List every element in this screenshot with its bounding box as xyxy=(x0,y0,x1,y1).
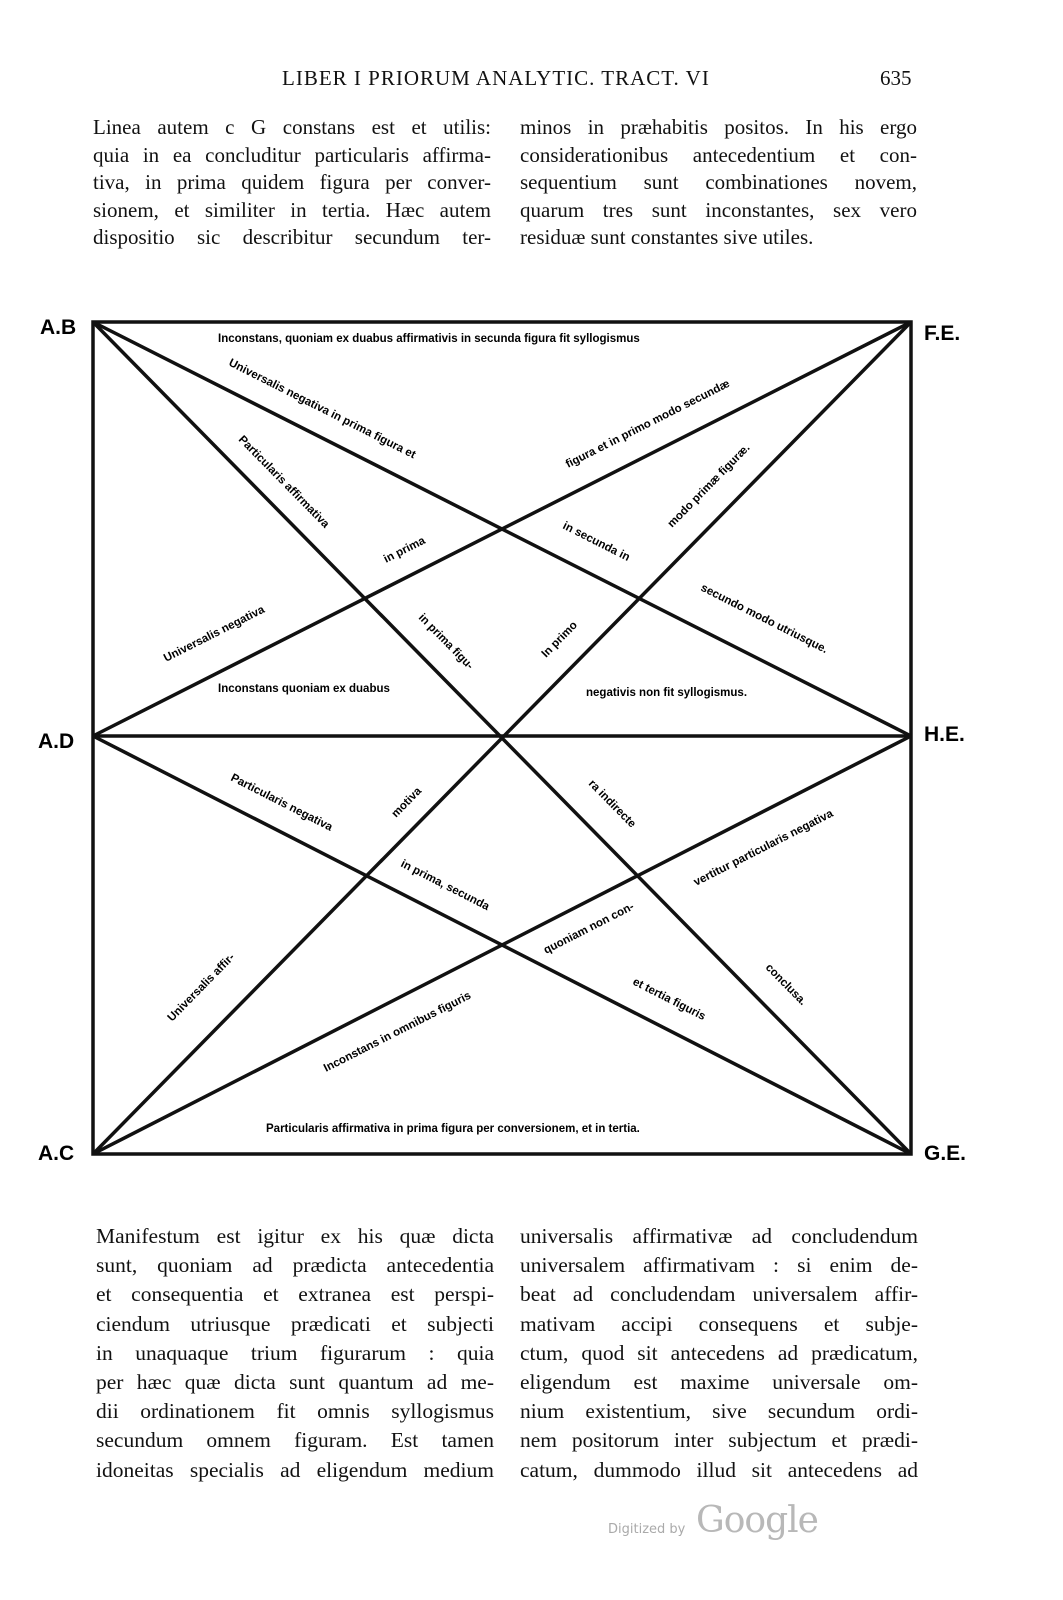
text-line: Linea autem c G constans est et utilis: xyxy=(93,115,491,139)
text-line: sunt, quoniam ad prædicta antecedentia xyxy=(96,1253,494,1278)
corner-label-ad: A.D xyxy=(38,730,75,753)
label-ad-ge-1: Particularis negativa xyxy=(228,771,335,834)
google-logo: Google xyxy=(696,1500,818,1541)
text-line: sequentium sunt combinationes novem, xyxy=(520,170,917,194)
corner-label-ab: A.B xyxy=(40,316,77,339)
text-line: beat ad concludendam universalem affir- xyxy=(520,1282,918,1307)
label-ab-ge-4: conclusa. xyxy=(762,961,809,1008)
text-line: in unaquaque trium figurarum : quia xyxy=(96,1340,494,1365)
bottom-left-column xyxy=(96,1222,494,1485)
label-ab-ge-2: in prima figu- xyxy=(415,611,476,673)
text-line: residuæ sunt constantes sive utiles. xyxy=(520,225,814,249)
corner-label-he: H.E. xyxy=(924,723,965,746)
text-line: eligendum est maxime universale om- xyxy=(520,1370,918,1395)
label-top-edge: Inconstans, quoniam ex duabus affirmativis in secunda figura fit syllogismus xyxy=(218,333,640,345)
text-line: universalem affirmativam : si enim de- xyxy=(520,1253,918,1278)
text-line: ctum, quod sit antecedens ad prædicatum, xyxy=(520,1340,918,1365)
text-line: idoneitas specialis ad eligendum medium xyxy=(96,1457,494,1482)
label-ac-he-1: Inconstans in omnibus figuris xyxy=(321,989,474,1075)
label-ab-ge-1: Particularis affirmativa xyxy=(235,433,332,531)
label-ad-ge-2: in prima, secunda xyxy=(398,857,492,914)
label-ac-fe-3: motiva xyxy=(389,785,425,821)
text-line: et consequentia et extranea est perspi- xyxy=(96,1282,494,1307)
text-line: minos in præhabitis positos. In his ergo xyxy=(520,115,917,139)
text-line: considerationibus antecedentium et con- xyxy=(520,142,917,167)
label-ad-fe-3: figura et in primo modo secundæ xyxy=(563,377,732,471)
label-ad-ge-4: et tertia figuris xyxy=(630,975,708,1023)
label-ac-fe-2: modo primæ figuræ. xyxy=(665,441,753,531)
text-line: per hæc quæ dicta sunt quantum ad me- xyxy=(96,1370,494,1395)
label-upper-mid-left: Inconstans quoniam ex duabus xyxy=(218,683,390,695)
label-ab-ge-3: ra indirecte xyxy=(585,777,638,831)
corner-label-ac: A.C xyxy=(38,1142,75,1165)
text-line: sionem, et similiter in tertia. Hæc autem xyxy=(93,197,491,222)
label-ab-he-2: in secunda in xyxy=(560,519,632,564)
text-line: nium existentium, sive secundum ordi- xyxy=(520,1399,918,1424)
text-line: tiva, in prima quidem figura per conver- xyxy=(93,170,491,194)
page-number: 635 xyxy=(880,66,912,90)
text-line: quarum tres sunt inconstantes, sex vero xyxy=(520,197,917,222)
running-title: LIBER I PRIORUM ANALYTIC. TRACT. VI xyxy=(282,66,710,90)
text-line: ciendum utriusque prædicati et subjecti xyxy=(96,1311,494,1336)
label-bottom-edge: Particularis affirmativa in prima figura per conversionem, et in tertia. xyxy=(266,1123,640,1135)
label-upper-mid-right: negativis non fit syllogismus. xyxy=(586,687,748,699)
bottom-right-column xyxy=(520,1222,918,1485)
label-ab-he-1: Universalis negativa in prima figura et xyxy=(226,356,418,462)
text-line: nem positorum inter subjectum et prædi- xyxy=(520,1428,918,1453)
label-ac-he-2: quoniam non con- xyxy=(541,900,637,957)
digitized-by-text: Digitized by xyxy=(608,1522,686,1537)
digitization-watermark xyxy=(596,1500,836,1540)
label-ad-fe-1: Universalis negativa xyxy=(161,603,267,665)
text-line: quia in ea concluditur particularis affirma- xyxy=(93,142,491,167)
label-ac-fe-1: In primo xyxy=(539,619,580,661)
text-line: catum, dummodo illud sit antecedens ad xyxy=(520,1457,918,1482)
label-ad-fe-2: in prima xyxy=(381,534,428,566)
text-line: Manifestum est igitur ex his quæ dicta xyxy=(96,1224,494,1248)
text-line: universalis affirmativæ ad concludendum xyxy=(520,1224,918,1248)
corner-label-fe: F.E. xyxy=(924,322,961,345)
text-line: dii ordinationem fit omnis syllogismus xyxy=(96,1399,494,1424)
corner-label-ge: G.E. xyxy=(924,1142,967,1165)
label-ac-he-3: vertitur particularis negativa xyxy=(691,807,836,889)
label-ab-he-3: secundo modo utriusque. xyxy=(698,581,830,657)
label-ac-fe-0: Universalis affir- xyxy=(165,951,238,1025)
text-line: mativam accipi consequens et subje- xyxy=(520,1311,918,1336)
text-line: secundum omnem figuram. Est tamen xyxy=(96,1428,494,1453)
text-line: dispositio sic describitur secundum ter- xyxy=(93,225,491,249)
